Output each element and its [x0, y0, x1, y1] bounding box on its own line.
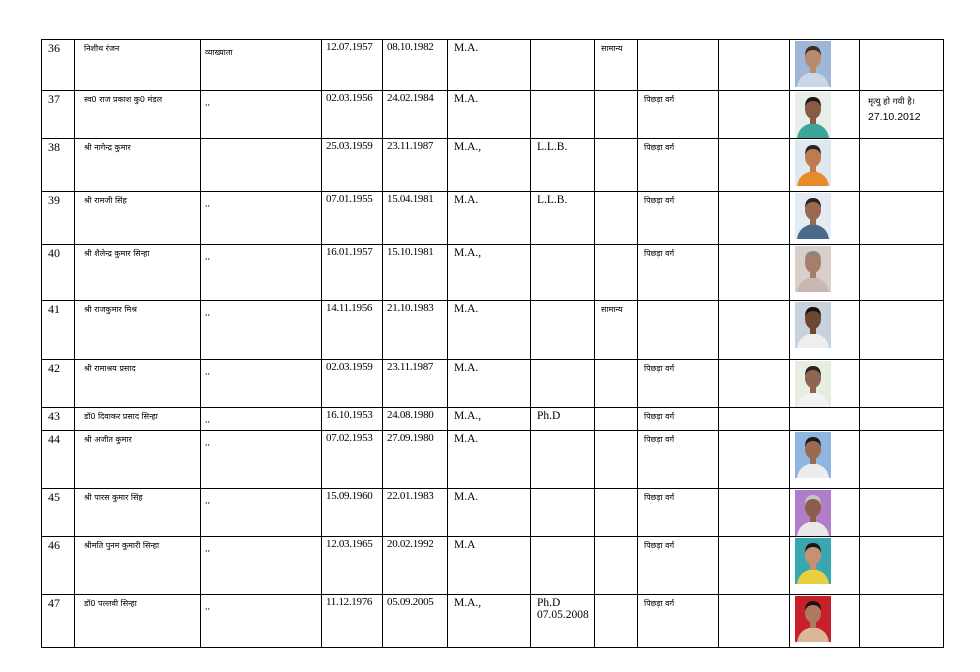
category-backward: पिछड़ा वर्ग: [638, 192, 719, 245]
category-general: [595, 139, 638, 192]
employee-name: श्री राजकुमार मिश्र: [75, 301, 201, 360]
date-of-birth: 12.07.1957: [322, 40, 383, 91]
remarks: [860, 360, 944, 408]
category-general: [595, 408, 638, 431]
employee-name: निशीथ रंजन: [75, 40, 201, 91]
category-backward: पिछड़ा वर्ग: [638, 245, 719, 301]
date-of-joining: 24.02.1984: [383, 91, 448, 139]
category-general: [595, 91, 638, 139]
qualification-secondary-value: Ph.D: [537, 597, 561, 609]
date-of-birth: 02.03.1959: [322, 360, 383, 408]
blank-column: [719, 192, 790, 245]
employee-photo: [795, 596, 831, 642]
category-general: [595, 245, 638, 301]
serial-number: 37: [42, 91, 75, 139]
date-of-birth: 25.03.1959: [322, 139, 383, 192]
serial-number: 39: [42, 192, 75, 245]
date-of-joining: 20.02.1992: [383, 537, 448, 595]
employee-photo: [795, 361, 831, 407]
designation: ,,: [201, 408, 322, 431]
serial-number: 38: [42, 139, 75, 192]
qualification-secondary: [531, 301, 595, 360]
qualification-primary: M.A.: [448, 360, 531, 408]
qualification-primary: M.A.,: [448, 408, 531, 431]
category-backward: पिछड़ा वर्ग: [638, 408, 719, 431]
qualification-primary: M.A.: [448, 91, 531, 139]
qualification-primary: M.A.,: [448, 595, 531, 648]
photo-cell: [790, 489, 860, 537]
qualification-primary: M.A.: [448, 489, 531, 537]
designation: ,,: [201, 489, 322, 537]
blank-column: [719, 489, 790, 537]
blank-column: [719, 139, 790, 192]
blank-column: [719, 408, 790, 431]
table-row: [42, 537, 944, 595]
serial-number: 42: [42, 360, 75, 408]
category-backward: पिछड़ा वर्ग: [638, 91, 719, 139]
serial-number: 44: [42, 431, 75, 489]
date-of-joining: 15.10.1981: [383, 245, 448, 301]
serial-number: 46: [42, 537, 75, 595]
remarks: [860, 301, 944, 360]
qualification-secondary-date: 07.05.2008: [537, 609, 589, 621]
employee-name: डॉ0 दिवाकर प्रसाद सिन्हा: [75, 408, 201, 431]
employee-name: श्री पारस कुमार सिंह: [75, 489, 201, 537]
photo-cell: [790, 595, 860, 648]
table-row: [42, 245, 944, 301]
table-row: [42, 192, 944, 245]
qualification-secondary: [531, 91, 595, 139]
remarks: [860, 91, 944, 139]
category-general: [595, 431, 638, 489]
table-row: [42, 40, 944, 91]
category-general: सामान्य: [595, 40, 638, 91]
category-backward: [638, 40, 719, 91]
remarks: [860, 489, 944, 537]
blank-column: [719, 40, 790, 91]
designation: [201, 139, 322, 192]
employee-name: श्री रामाश्रय प्रसाद: [75, 360, 201, 408]
remarks: [860, 192, 944, 245]
date-of-joining: 08.10.1982: [383, 40, 448, 91]
blank-column: [719, 595, 790, 648]
employee-name: डॉ0 पल्लवी सिन्हा: [75, 595, 201, 648]
qualification-secondary: [531, 431, 595, 489]
date-of-birth: 16.01.1957: [322, 245, 383, 301]
remarks: [860, 595, 944, 648]
blank-column: [719, 537, 790, 595]
date-of-joining: 27.09.1980: [383, 431, 448, 489]
category-backward: पिछड़ा वर्ग: [638, 431, 719, 489]
qualification-secondary: [531, 595, 595, 648]
table-row: [42, 91, 944, 139]
table-row: [42, 408, 944, 431]
photo-cell: [790, 360, 860, 408]
qualification-primary: M.A.,: [448, 245, 531, 301]
date-of-birth: 02.03.1956: [322, 91, 383, 139]
qualification-secondary: L.L.B.: [531, 192, 595, 245]
employee-photo: [795, 140, 831, 186]
photo-cell: [790, 537, 860, 595]
qualification-secondary: [531, 360, 595, 408]
serial-number: 36: [42, 40, 75, 91]
designation: ,,: [201, 192, 322, 245]
category-backward: पिछड़ा वर्ग: [638, 537, 719, 595]
employee-name: श्री शैलेन्द्र कुमार सिन्हा: [75, 245, 201, 301]
qualification-primary: M.A.: [448, 301, 531, 360]
employee-photo: [795, 302, 831, 348]
employee-name: स्व0 राज प्रकाश कु0 मंडल: [75, 91, 201, 139]
remarks: [860, 245, 944, 301]
qualification-secondary: [531, 40, 595, 91]
photo-cell: [790, 139, 860, 192]
remark-date: 27.10.2012: [868, 111, 921, 123]
staff-table: [41, 39, 944, 648]
blank-column: [719, 245, 790, 301]
blank-column: [719, 301, 790, 360]
date-of-birth: 16.10.1953: [322, 408, 383, 431]
employee-photo: [795, 193, 831, 239]
category-general: [595, 360, 638, 408]
designation: व्याख्याता: [201, 40, 322, 91]
employee-photo: [795, 538, 831, 584]
serial-number: 45: [42, 489, 75, 537]
category-backward: पिछड़ा वर्ग: [638, 489, 719, 537]
qualification-primary: M.A.: [448, 40, 531, 91]
date-of-joining: 23.11.1987: [383, 139, 448, 192]
photo-cell: [790, 301, 860, 360]
qualification-primary: M.A.: [448, 431, 531, 489]
qualification-primary: M.A.: [448, 192, 531, 245]
employee-photo: [795, 92, 831, 138]
employee-photo: [795, 490, 831, 536]
date-of-birth: 07.01.1955: [322, 192, 383, 245]
remarks: [860, 408, 944, 431]
staff-rows: [42, 40, 944, 648]
date-of-joining: 21.10.1983: [383, 301, 448, 360]
date-of-birth: 11.12.1976: [322, 595, 383, 648]
remarks: [860, 40, 944, 91]
blank-column: [719, 91, 790, 139]
remark-text: मृत्यु हो गयी है।: [868, 97, 915, 107]
photo-cell: [790, 40, 860, 91]
blank-column: [719, 431, 790, 489]
qualification-secondary: [531, 245, 595, 301]
date-of-birth: 14.11.1956: [322, 301, 383, 360]
photo-cell: [790, 245, 860, 301]
employee-name: श्रीमति पुनम कुमारी सिन्हा: [75, 537, 201, 595]
date-of-birth: 15.09.1960: [322, 489, 383, 537]
photo-cell: [790, 192, 860, 245]
category-backward: पिछड़ा वर्ग: [638, 595, 719, 648]
category-general: [595, 537, 638, 595]
table-row: [42, 489, 944, 537]
category-backward: पिछड़ा वर्ग: [638, 360, 719, 408]
table-row: [42, 595, 944, 648]
date-of-birth: 07.02.1953: [322, 431, 383, 489]
serial-number: 47: [42, 595, 75, 648]
table-row: [42, 431, 944, 489]
qualification-primary: M.A: [448, 537, 531, 595]
category-general: [595, 595, 638, 648]
qualification-secondary: L.L.B.: [531, 139, 595, 192]
remarks: [860, 537, 944, 595]
table-row: [42, 301, 944, 360]
employee-photo: [795, 41, 831, 87]
designation: ,,: [201, 360, 322, 408]
designation: ,,: [201, 431, 322, 489]
designation: ,,: [201, 301, 322, 360]
employee-name: श्री रामजी सिंह: [75, 192, 201, 245]
employee-name: श्री अजीत कुमार: [75, 431, 201, 489]
photo-cell: [790, 91, 860, 139]
table-row: [42, 360, 944, 408]
serial-number: 41: [42, 301, 75, 360]
date-of-joining: 05.09.2005: [383, 595, 448, 648]
photo-cell: [790, 408, 860, 431]
designation: ,,: [201, 537, 322, 595]
table-row: [42, 139, 944, 192]
date-of-birth: 12.03.1965: [322, 537, 383, 595]
remarks: [860, 431, 944, 489]
qualification-secondary: Ph.D: [531, 408, 595, 431]
date-of-joining: 15.04.1981: [383, 192, 448, 245]
remarks: [860, 139, 944, 192]
employee-name: श्री नागेन्द्र कुमार: [75, 139, 201, 192]
employee-photo: [795, 432, 831, 478]
category-backward: पिछड़ा वर्ग: [638, 139, 719, 192]
designation: ,,: [201, 595, 322, 648]
photo-cell: [790, 431, 860, 489]
employee-photo: [795, 246, 831, 292]
qualification-secondary: [531, 489, 595, 537]
qualification-secondary: [531, 537, 595, 595]
serial-number: 40: [42, 245, 75, 301]
qualification-primary: M.A.,: [448, 139, 531, 192]
designation: ,,: [201, 245, 322, 301]
date-of-joining: 23.11.1987: [383, 360, 448, 408]
category-general: [595, 489, 638, 537]
designation: ,,: [201, 91, 322, 139]
blank-column: [719, 360, 790, 408]
serial-number: 43: [42, 408, 75, 431]
category-backward: [638, 301, 719, 360]
category-general: [595, 192, 638, 245]
category-general: सामान्य: [595, 301, 638, 360]
date-of-joining: 24.08.1980: [383, 408, 448, 431]
date-of-joining: 22.01.1983: [383, 489, 448, 537]
